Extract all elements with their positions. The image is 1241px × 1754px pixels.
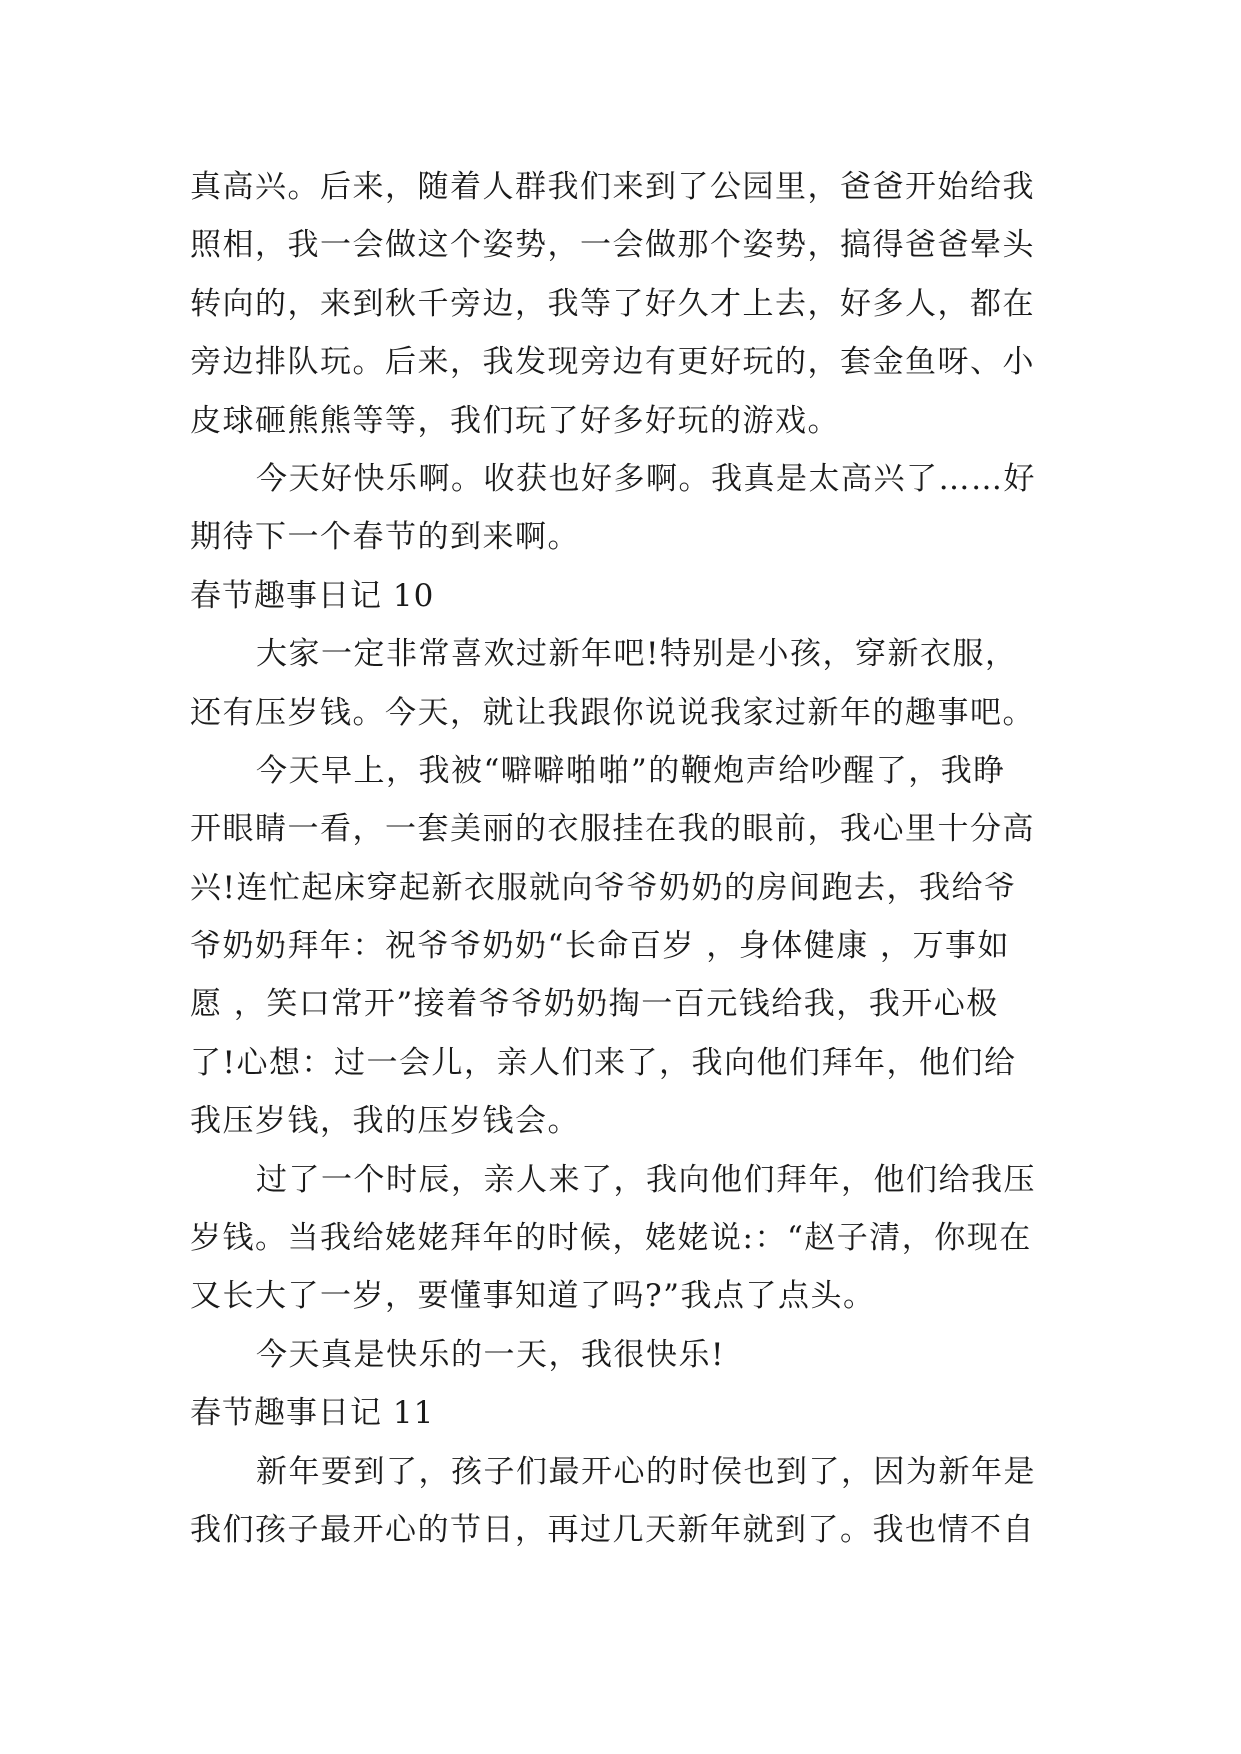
text-line: 今天好快乐啊。收获也好多啊。我真是太高兴了……好 bbox=[256, 460, 1036, 497]
text-line: 开眼睛一看，一套美丽的衣服挂在我的眼前，我心里十分高 bbox=[190, 811, 1035, 848]
text-line: 转向的，来到秋千旁边，我等了好久才上去，好多人，都在 bbox=[190, 285, 1035, 322]
text-line: 还有压岁钱。今天，就让我跟你说说我家过新年的趣事吧。 bbox=[190, 694, 1035, 731]
text-line: 新年要到了，孩子们最开心的时侯也到了，因为新年是 bbox=[256, 1453, 1036, 1490]
section-title: 春节趣事日记 10 bbox=[190, 577, 435, 614]
text-line: 今天真是快乐的一天，我很快乐! bbox=[256, 1336, 725, 1373]
text-line: 皮球砸熊熊等等，我们玩了好多好玩的游戏。 bbox=[190, 402, 840, 439]
document-body bbox=[190, 158, 1070, 1559]
text-line: 我压岁钱，我的压岁钱会。 bbox=[190, 1103, 580, 1140]
text-line: 真高兴。后来，随着人群我们来到了公园里，爸爸开始给我 bbox=[190, 169, 1035, 205]
text-line: 了!心想：过一会儿，亲人们来了，我向他们拜年，他们给 bbox=[190, 1044, 1017, 1081]
text-line: 我们孩子最开心的节日，再过几天新年就到了。我也情不自 bbox=[190, 1511, 1035, 1548]
text-line: 爷奶奶拜年：祝爷爷奶奶“长命百岁 ，身体健康 ，万事如 bbox=[190, 928, 1011, 965]
section-title: 春节趣事日记 11 bbox=[190, 1395, 435, 1432]
text-line: 大家一定非常喜欢过新年吧!特别是小孩，穿新衣服， bbox=[256, 636, 1018, 673]
text-line: 又长大了一岁，要懂事知道了吗?”我点了点头。 bbox=[190, 1278, 876, 1315]
text-line: 照相，我一会做这个姿势，一会做那个姿势，搞得爸爸晕头 bbox=[190, 227, 1035, 264]
text-line: 岁钱。当我给姥姥拜年的时候，姥姥说:：“赵子清，你现在 bbox=[190, 1220, 1032, 1257]
text-line: 旁边排队玩。后来，我发现旁边有更好玩的，套金鱼呀、小 bbox=[190, 344, 1035, 381]
text-line: 今天早上，我被“噼噼啪啪”的鞭炮声给吵醒了，我睁 bbox=[256, 752, 1006, 789]
text-line: 兴!连忙起床穿起新衣服就向爷爷奶奶的房间跑去，我给爷 bbox=[190, 869, 1017, 906]
text-line: 愿 ，笑口常开”接着爷爷奶奶掏一百元钱给我，我开心极 bbox=[190, 986, 999, 1023]
text-line: 期待下一个春节的到来啊。 bbox=[190, 519, 580, 556]
text-line: 过了一个时辰，亲人来了，我向他们拜年，他们给我压 bbox=[256, 1161, 1036, 1198]
